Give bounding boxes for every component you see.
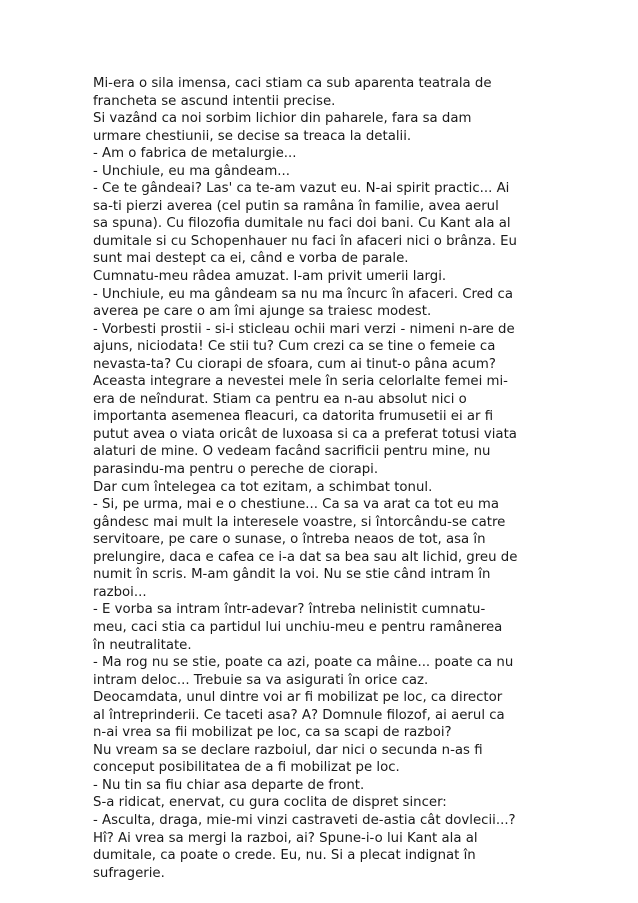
text-line: dumitale, ca poate o crede. Eu, nu. Si a plecat indignat în: [93, 848, 476, 864]
document-page: [93, 75, 553, 882]
text-line: - Ce te gândeai? Las' ca te-am vazut eu. N-ai spirit practic... Ai: [93, 181, 510, 197]
text-line: ajuns, niciodata! Ce stii tu? Cum crezi ca se tine o femeie ca: [93, 339, 496, 355]
text-line: dumitale si cu Schopenhauer nu faci în afaceri nici o brânza. Eu: [93, 233, 517, 249]
text-line: - Unchiule, eu ma gândeam...: [93, 163, 290, 179]
text-line: servitoare, pe care o sunase, o întreba neaos de tot, asa în: [93, 532, 486, 548]
text-line: al întreprinderii. Ce taceti asa? A? Domnule filozof, ai aerul ca: [93, 707, 505, 723]
text-line: Dar cum întelegea ca tot ezitam, a schimbat tonul.: [93, 479, 433, 495]
text-line: meu, caci stia ca partidul lui unchiu-meu e pentru ramânerea: [93, 619, 503, 635]
text-line: razboi...: [93, 584, 147, 600]
text-line: - Si, pe urma, mai e o chestiune... Ca sa va arat ca tot eu ma: [93, 497, 499, 513]
text-line: putut avea o viata oricât de luxoasa si ca a preferat totusi viata: [93, 426, 517, 442]
text-line: n-ai vrea sa fii mobilizat pe loc, ca sa scapi de razboi?: [93, 725, 452, 741]
text-line: gândesc mai mult la interesele voastre, si întorcându-se catre: [93, 514, 506, 530]
text-line: sa-ti pierzi averea (cel putin sa ramâna în familie, avea aerul: [93, 198, 499, 214]
text-line: - Asculta, draga, mie-mi vinzi castraveti de-astia cât dovlecii...?: [93, 812, 516, 828]
text-line: Nu vream sa se declare razboiul, dar nici o secunda n-as fi: [93, 742, 483, 758]
text-line: parasindu-ma pentru o pereche de ciorapi.: [93, 462, 379, 478]
text-line: S-a ridicat, enervat, cu gura coclita de dispret sincer:: [93, 795, 447, 811]
text-line: era de neîndurat. Stiam ca pentru ea n-au absolut nici o: [93, 391, 467, 407]
text-line: Mi-era o sila imensa, caci stiam ca sub aparenta teatrala de: [93, 76, 492, 91]
text-line: urmare chestiunii, se decise sa treaca la detalii.: [93, 128, 412, 144]
text-line: - Ma rog nu se stie, poate ca azi, poate ca mâine... poate ca nu: [93, 655, 514, 671]
text-line: - E vorba sa intram într-adevar? întreba nelinistit cumnatu-: [93, 602, 486, 618]
text-line: importanta asemenea fleacuri, ca datorita frumusetii ei ar fi: [93, 409, 494, 425]
text-line: Aceasta integrare a nevestei mele în seria celorlalte femei mi-: [93, 374, 508, 390]
text-line: sufragerie.: [93, 865, 165, 881]
text-line: - Vorbesti prostii - si-i sticleau ochii mari verzi - nimeni n-are de: [93, 321, 515, 337]
text-line: numit în scris. M-am gândit la voi. Nu se stie când intram în: [93, 567, 491, 583]
text-line: sa spuna). Cu filozofia dumitale nu faci doi bani. Cu Kant ala al: [93, 216, 511, 232]
text-line: francheta se ascund intentii precise.: [93, 93, 336, 109]
text-line: - Nu tin sa fiu chiar asa departe de front.: [93, 777, 365, 793]
text-line: - Unchiule, eu ma gândeam sa nu ma încurc în afaceri. Cred ca: [93, 286, 513, 302]
text-line: conceput posibilitatea de a fi mobilizat pe loc.: [93, 760, 400, 776]
text-line: Deocamdata, unul dintre voi ar fi mobilizat pe loc, ca director: [93, 690, 503, 706]
text-line: alaturi de mine. O vedeam facând sacrificii pentru mine, nu: [93, 444, 491, 460]
text-line: intram deloc... Trebuie sa va asigurati în orice caz.: [93, 672, 429, 688]
text-line: în neutralitate.: [93, 637, 192, 653]
text-line: sunt mai destept ca ei, când e vorba de parale.: [93, 251, 409, 267]
text-line: - Am o fabrica de metalurgie...: [93, 146, 297, 162]
text-line: Hî? Ai vrea sa mergi la razboi, ai? Spune-i-o lui Kant ala al: [93, 830, 478, 846]
text-line: averea pe care o am îmi ajunge sa traiesc modest.: [93, 304, 432, 320]
text-line: Si vazând ca noi sorbim lichior din paharele, fara sa dam: [93, 111, 472, 127]
text-line: Cumnatu-meu râdea amuzat. I-am privit umerii largi.: [93, 269, 447, 285]
text-line: nevasta-ta? Cu ciorapi de sfoara, cum ai tinut-o pâna acum?: [93, 356, 496, 372]
text-line: prelungire, daca e cafea ce i-a dat sa bea sau alt lichid, greu de: [93, 549, 518, 565]
